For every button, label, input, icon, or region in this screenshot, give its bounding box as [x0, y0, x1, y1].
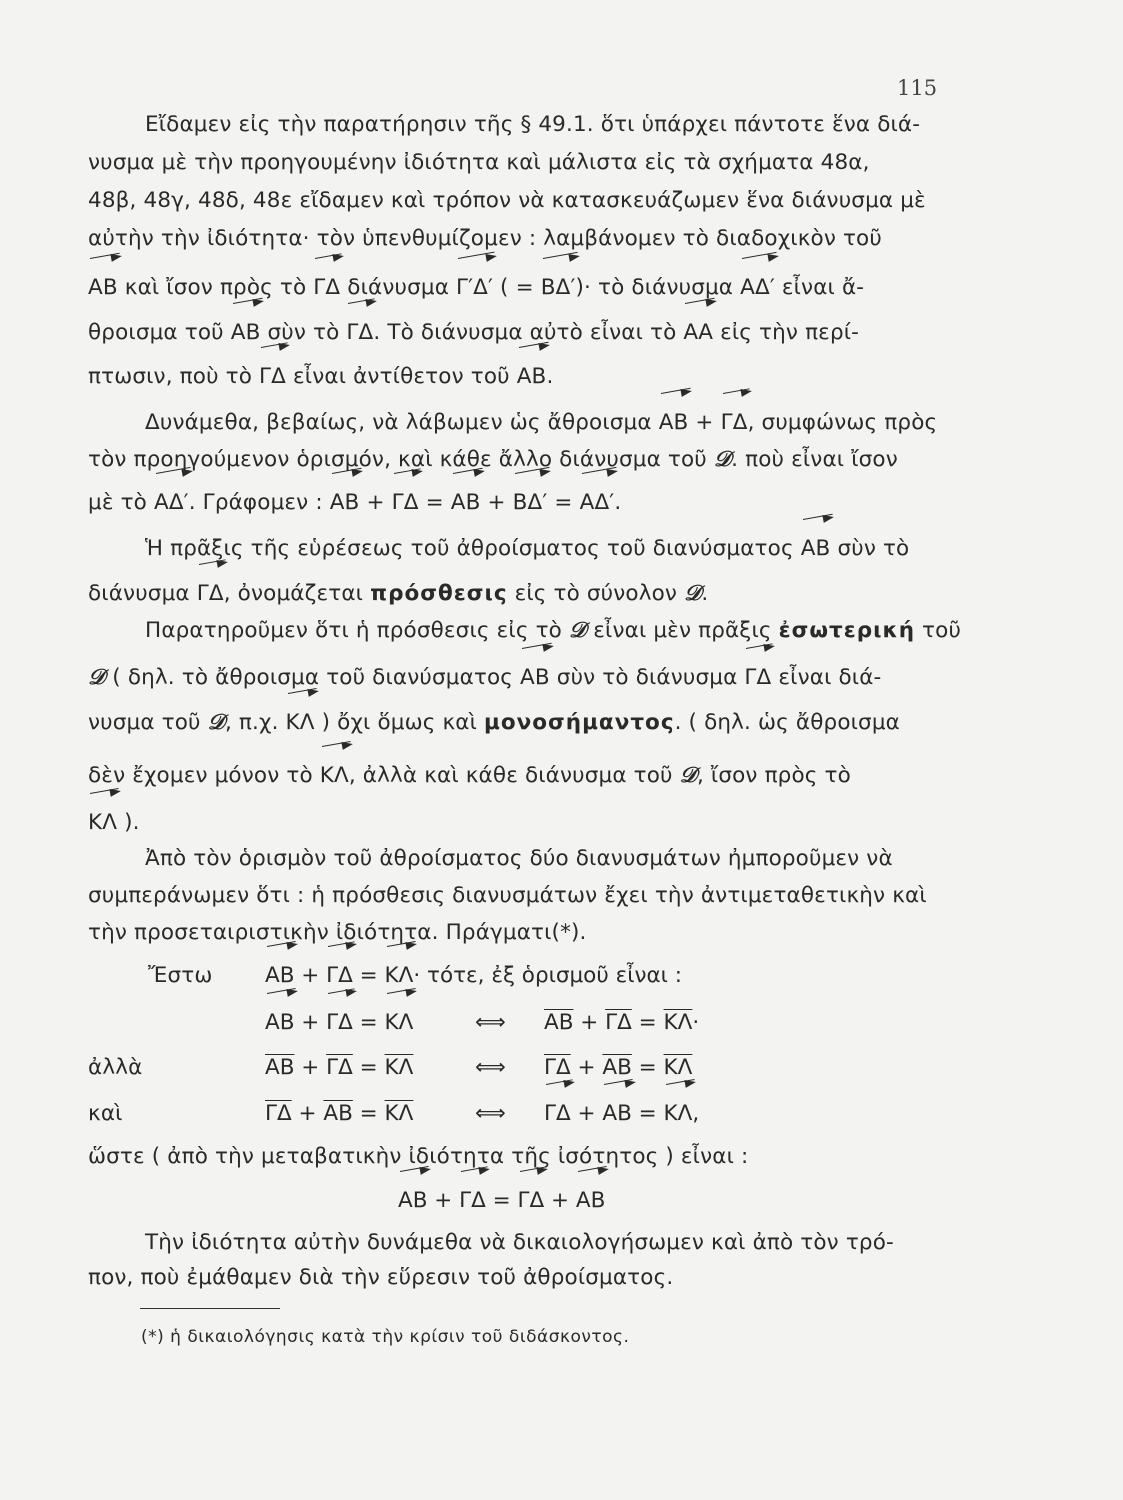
vector: ΑΒ	[398, 1188, 428, 1213]
equation-line: $\overline{AB} + \overline{\Gamma\Delta} = \overline{K\Lambda}$	[265, 1055, 414, 1080]
vector: ΓΔ	[391, 490, 419, 515]
text-line: 𝒟 ( δηλ. τὸ ἄθροισμα τοῦ διανύσματος ΑΒ σὺν τὸ διάνυσμα ΓΔ εἶναι διά-	[88, 665, 882, 690]
text-line: δὲν ἔχομεν μόνον τὸ ΚΛ, ἀλλὰ καὶ κάθε διάνυσμα τοῦ 𝒟, ἴσον πρὸς τὸ	[88, 763, 851, 788]
text-line: ΚΛ ).	[88, 810, 140, 835]
vector: ΚΛ	[384, 963, 414, 988]
text-line: αὐτὴν τὴν ἰδιότητα· τὸν ὑπενθυμίζομεν : λαμβάνομεν τὸ διαδοχικὸν τοῦ	[88, 226, 882, 251]
equation-line: $\overline{\Gamma\Delta} + \overline{AB} = \overline{K\Lambda}$	[544, 1055, 693, 1080]
equation-line: ΑΒ + ΓΔ = ΓΔ + ΑΒ	[398, 1188, 606, 1213]
text-line: συμπεράνωμεν ὅτι : ἡ πρόσθεσις διανυσμάτων ἔχει τὴν ἀντιμεταθετικὴν καὶ	[88, 883, 927, 908]
vector: ΚΛ	[319, 763, 349, 788]
vector: ΑΒ	[265, 963, 295, 988]
equation-label: ἀλλὰ	[88, 1055, 143, 1080]
vector: ΓΔ	[517, 1188, 545, 1213]
text-line: διάνυσμα ΓΔ, ὀνομάζεται πρόσθεσις εἰς τὸ σύνολον 𝒟.	[88, 581, 709, 606]
footnote: (*) ἡ δικαιολόγησις κατὰ τὴν κρίσιν τοῦ διδάσκοντος.	[141, 1327, 630, 1347]
vector: ΑΒ	[450, 490, 481, 515]
vector: ΑΒ	[88, 275, 118, 300]
overlined-segment: $\overline{K\Lambda}$	[384, 1055, 414, 1080]
vector: ΚΛ	[663, 1101, 693, 1126]
equation-line: ΓΔ + ΑΒ = ΚΛ,	[544, 1101, 700, 1126]
vector: ΑΒ	[520, 665, 550, 690]
vector: ΓΔ	[259, 364, 287, 389]
set-symbol: 𝒟	[684, 581, 702, 606]
text-line: Ἀπὸ τὸν ὁρισμὸν τοῦ ἀθροίσματος δύο διανυσμάτων ἠμποροῦμεν νὰ	[145, 846, 893, 871]
vector: ΚΛ	[88, 810, 118, 835]
overlined-segment: $\overline{K\Lambda}$	[384, 1101, 414, 1126]
vector: ΑΒ	[516, 364, 547, 389]
equation-label: Ἔστω	[148, 963, 213, 988]
text-line: τὸν προηγούμενον ὁρισμόν, καὶ κάθε ἄλλο διάνυσμα τοῦ 𝒟. ποὺ εἶναι ἴσον	[88, 447, 898, 472]
vector: ΒΔ′	[512, 490, 548, 515]
bold-term: ἐσωτερική	[778, 618, 916, 643]
overlined-segment: $\overline{\Gamma\Delta}$	[544, 1055, 571, 1080]
vector: ΑΔ′	[579, 490, 615, 515]
vector: ΒΔ′	[540, 275, 576, 300]
page-number: 115	[897, 76, 938, 100]
overlined-segment: $\overline{AB}$	[602, 1055, 632, 1080]
overlined-segment: $\overline{AB}$	[544, 1010, 574, 1035]
overlined-segment: $\overline{K\Lambda}$	[663, 1055, 693, 1080]
text-line: θροισμα τοῦ ΑΒ σὺν τὸ ΓΔ. Τὸ διάνυσμα αὐτὸ εἶναι τὸ ΑΑ εἰς τὴν περί-	[88, 320, 860, 345]
vector: ΓΔ	[313, 275, 341, 300]
vector: ΑΔ′	[153, 490, 189, 515]
vector: ΚΛ	[384, 1010, 414, 1035]
set-symbol: 𝒟	[713, 447, 732, 472]
vector: ΑΔ′	[740, 275, 775, 300]
text-line: Δυνάμεθα, βεβαίως, νὰ λάβωμεν ὡς ἄθροισμα ΑΒ + ΓΔ, συμφώνως πρὸς	[145, 410, 938, 435]
equation-label: καὶ	[88, 1101, 123, 1126]
vector: Γ′Δ′	[456, 275, 494, 300]
text-line: Τὴν ἰδιότητα αὐτὴν δυνάμεθα νὰ δικαιολογήσωμεν καὶ ἀπὸ τὸν τρό-	[145, 1230, 894, 1255]
set-symbol: 𝒟	[679, 763, 697, 788]
vector: ΑΒ	[800, 536, 831, 561]
vector: ΓΔ	[346, 320, 374, 345]
overlined-segment: $\overline{\Gamma\Delta}$	[605, 1010, 632, 1035]
text-line: Παρατηροῦμεν ὅτι ἡ πρόσθεσις εἰς τὸ 𝒟 εἶναι μὲν πρᾶξις ἐσωτερική τοῦ	[145, 618, 962, 643]
vector: ΑΑ	[683, 320, 714, 345]
overlined-segment: $\overline{\Gamma\Delta}$	[326, 1055, 353, 1080]
iff-symbol: ⟺	[475, 1010, 506, 1035]
vector: ΚΛ	[285, 710, 315, 735]
vector: ΓΔ	[744, 665, 772, 690]
vector: ΑΒ	[575, 1188, 606, 1213]
equation-line: ΑΒ + ΓΔ = ΚΛ	[265, 1010, 414, 1035]
equation-line: $\overline{AB} + \overline{\Gamma\Delta} = \overline{K\Lambda}\cdot$	[544, 1010, 700, 1035]
vector: ΑΒ	[329, 490, 360, 515]
overlined-segment: $\overline{K\Lambda}$	[663, 1010, 693, 1035]
overlined-segment: $\overline{AB}$	[265, 1055, 295, 1080]
text-line: νυσμα μὲ τὴν προηγουμένην ἰδιότητα καὶ μάλιστα εἰς τὰ σχήματα 48α,	[88, 150, 870, 175]
vector: ΓΔ	[544, 1101, 571, 1126]
equation-line: $\overline{\Gamma\Delta} + \overline{AB} = \overline{K\Lambda}$	[265, 1101, 414, 1126]
vector: ΓΔ	[720, 410, 748, 435]
text-line: Εἴδαμεν εἰς τὴν παρατήρησιν τῆς § 49.1. ὅτι ὑπάρχει πάντοτε ἕνα διά-	[145, 112, 921, 137]
iff-symbol: ⟺	[475, 1055, 506, 1080]
vector: ΓΔ	[196, 581, 224, 606]
vector: ΓΔ	[459, 1188, 486, 1213]
vector: ΓΔ	[326, 1010, 353, 1035]
set-symbol: 𝒟	[88, 665, 106, 690]
iff-symbol: ⟺	[475, 1101, 506, 1126]
bold-term: μονοσήμαντος	[484, 710, 675, 735]
text-line: νυσμα τοῦ 𝒟, π.χ. ΚΛ ) ὄχι ὅμως καὶ μονοσήμαντος. ( δηλ. ὡς ἄθροισμα	[88, 710, 900, 735]
overlined-segment: $\overline{AB}$	[323, 1101, 353, 1126]
set-symbol: 𝒟	[207, 710, 225, 735]
footnote-rule	[140, 1308, 280, 1309]
bold-term: πρόσθεσις	[370, 581, 508, 606]
vector: ΑΒ	[230, 320, 261, 345]
set-symbol: 𝒟	[568, 618, 587, 643]
text-line: μὲ τὸ ΑΔ′. Γράφομεν : ΑΒ + ΓΔ = ΑΒ + ΒΔ′ = ΑΔ′.	[88, 490, 622, 515]
vector: ΓΔ	[326, 963, 353, 988]
overlined-segment: $\overline{\Gamma\Delta}$	[265, 1101, 292, 1126]
equation-line: ΑΒ + ΓΔ = ΚΛ· τότε, ἐξ ὁρισμοῦ εἶναι :	[265, 963, 683, 988]
text-line: 48β, 48γ, 48δ, 48ε εἴδαμεν καὶ τρόπον νὰ κατασκευάζωμεν ἕνα διάνυσμα μὲ	[88, 188, 926, 213]
text-line: πτωσιν, ποὺ τὸ ΓΔ εἶναι ἀντίθετον τοῦ ΑΒ.	[88, 364, 554, 389]
text-line: ὥστε ( ἀπὸ τὴν μεταβατικὴν ἰδιότητα τῆς ἰσότητος ) εἶναι :	[88, 1144, 749, 1169]
text-line: τὴν προσεταιριστικὴν ἰδιότητα. Πράγματι(*).	[88, 920, 587, 945]
vector: ΑΒ	[658, 410, 689, 435]
vector: ΑΒ	[602, 1101, 632, 1126]
text-line: Ἡ πρᾶξις τῆς εὑρέσεως τοῦ ἀθροίσματος τοῦ διανύσματος ΑΒ σὺν τὸ	[145, 536, 910, 561]
vector: ΑΒ	[265, 1010, 295, 1035]
text-line: πον, ποὺ ἐμάθαμεν διὰ τὴν εὕρεσιν τοῦ ἀθροίσματος.	[88, 1265, 674, 1290]
text-line: ΑΒ καὶ ἴσον πρὸς τὸ ΓΔ διάνυσμα Γ′Δ′ ( = ΒΔ′)· τὸ διάνυσμα ΑΔ′ εἶναι ἄ-	[88, 275, 865, 300]
